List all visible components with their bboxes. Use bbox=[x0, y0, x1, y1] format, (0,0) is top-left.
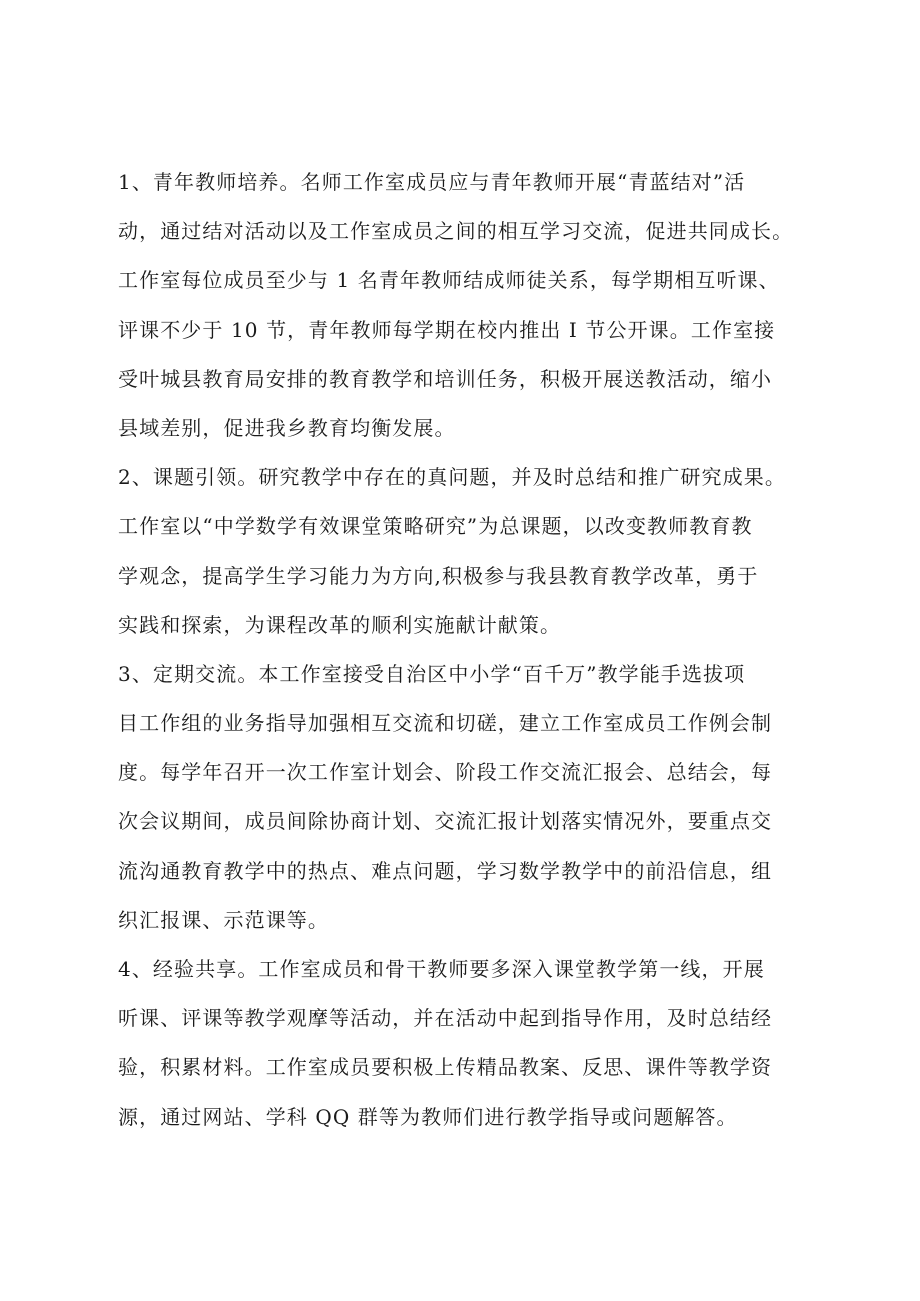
text-line: 4、经验共享。工作室成员和骨干教师要多深入课堂教学第一线，开展 bbox=[118, 957, 765, 981]
text-line: 2、课题引领。研究教学中存在的真问题，并及时总结和推广研究成果。 bbox=[118, 465, 786, 490]
text-line: 织汇报课、示范课等。 bbox=[118, 907, 329, 932]
text-line: 3、定期交流。本工作室接受自治区中小学“百千万”教学能手选拔项 bbox=[118, 661, 746, 686]
text-line: 工作室每位成员至少与 1 名青年教师结成师徒关系，每学期相互听课、 bbox=[118, 268, 780, 293]
text-line: 实践和探索，为课程改革的顺利实施献计献策。 bbox=[118, 612, 562, 637]
text-line: 流沟通教育教学中的热点、难点问题，学习数学教学中的前沿信息，组 bbox=[118, 858, 773, 883]
text-line: 工作室以“中学数学有效课堂策略研究”为总课题，以改变教师教育教 bbox=[118, 514, 753, 539]
text-line: 1、青年教师培养。名师工作室成员应与青年教师开展“青蓝结对”活 bbox=[118, 170, 746, 194]
text-line: 验，积累材料。工作室成员要积极上传精品教案、反思、课件等教学资 bbox=[118, 1055, 773, 1080]
text-line: 动，通过结对活动以及工作室成员之间的相互学习交流，促进共同成长。 bbox=[118, 219, 794, 244]
text-line: 受叶城县教育局安排的教育教学和培训任务，积极开展送教活动，缩小 bbox=[118, 366, 773, 391]
text-line: 县域差别，促进我乡教育均衡发展。 bbox=[118, 415, 456, 440]
text-line: 听课、评课等教学观摩等活动，并在活动中起到指导作用，及时总结经 bbox=[118, 1006, 773, 1031]
text-line: 学观念，提高学生学习能力为方向,积极参与我县教育教学改革，勇于 bbox=[118, 563, 759, 588]
document-body bbox=[118, 158, 802, 1142]
text-line: 源，通过网站、学科 QQ 群等为教师们进行教学指导或问题解答。 bbox=[118, 1104, 738, 1129]
text-line: 次会议期间，成员间除协商计划、交流汇报计划落实情况外，要重点交 bbox=[118, 809, 773, 834]
text-line: 目工作组的业务指导加强相互交流和切磋，建立工作室成员工作例会制 bbox=[118, 711, 773, 736]
text-line: 评课不少于 10 节，青年教师每学期在校内推出 I 节公开课。工作室接 bbox=[118, 317, 776, 342]
text-line: 度。每学年召开一次工作室计划会、阶段工作交流汇报会、总结会，每 bbox=[118, 760, 773, 785]
